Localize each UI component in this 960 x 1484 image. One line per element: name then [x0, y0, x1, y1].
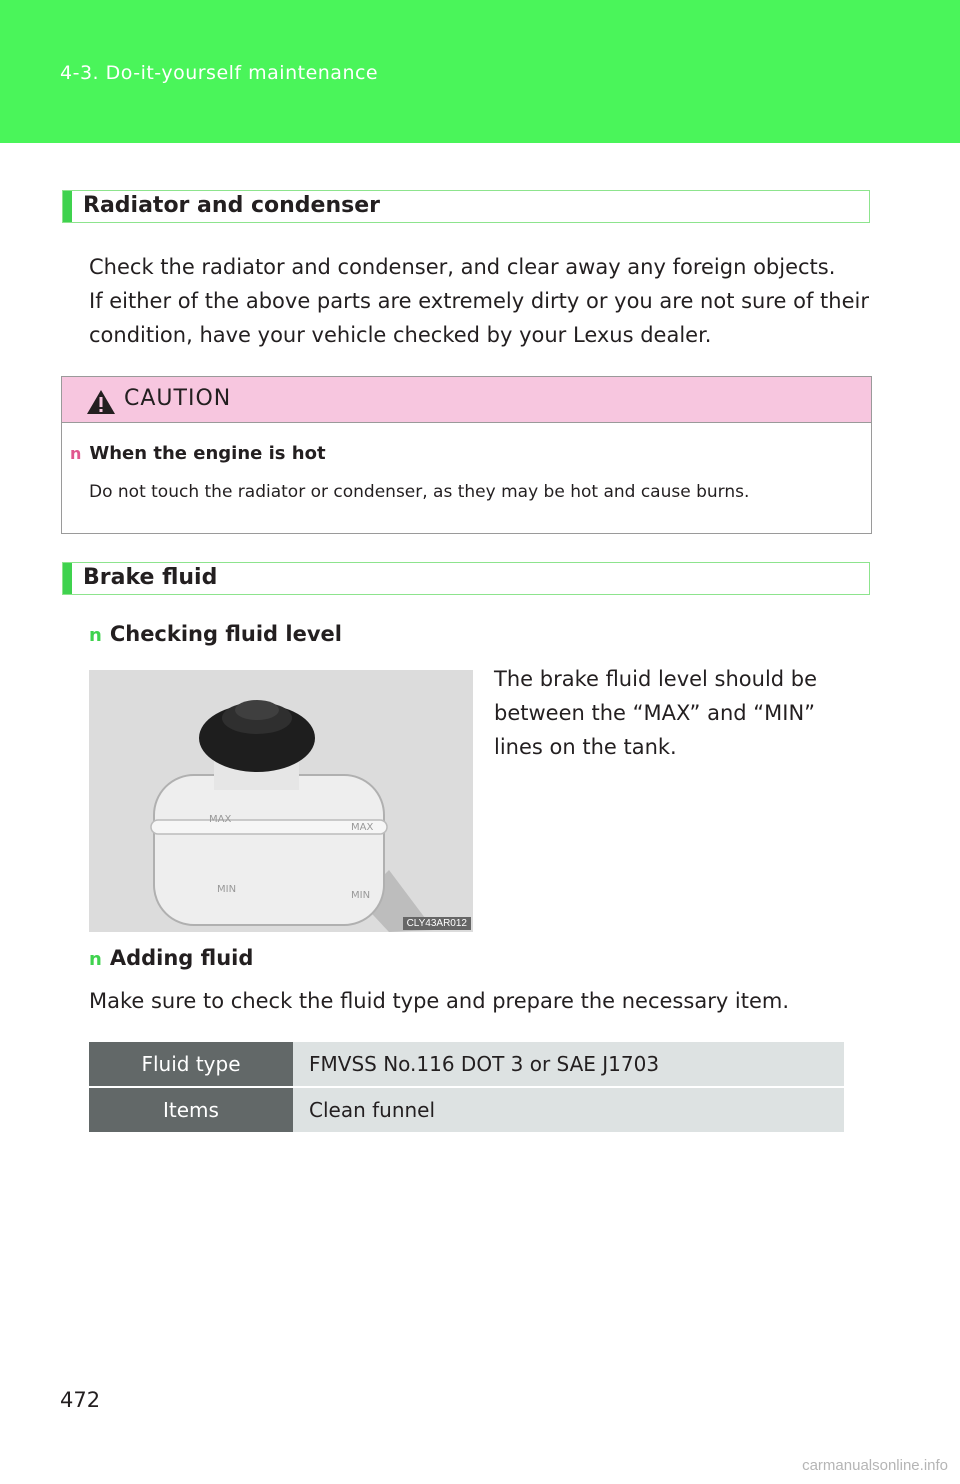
adding-fluid-text: Make sure to check the fluid type and prepare the necessary item.: [89, 989, 790, 1013]
fluid-spec-table: [89, 1042, 844, 1134]
table-value-cell: FMVSS No.116 DOT 3 or SAE J1703: [293, 1042, 844, 1087]
table-key-cell: Items: [89, 1087, 293, 1133]
warning-triangle-icon: [86, 389, 116, 415]
subheading-checking-fluid: [89, 622, 342, 646]
section-title-text: Brake fluid: [83, 565, 218, 590]
checking-line-3: lines on the tank.: [494, 735, 677, 759]
caution-label: CAUTION: [124, 386, 232, 411]
bullet-icon: n: [70, 444, 82, 463]
min-mark-side: MIN: [351, 890, 371, 901]
radiator-line-3: condition, have your vehicle checked by your Lexus dealer.: [89, 323, 712, 347]
bullet-icon: n: [89, 625, 102, 646]
page-header: [0, 0, 960, 143]
caution-item-title-text: When the engine is hot: [89, 443, 326, 464]
caution-box: [61, 376, 872, 534]
bullet-icon: n: [89, 949, 102, 970]
section-title-text: Radiator and condenser: [83, 193, 380, 218]
reservoir-illustration: [89, 670, 473, 932]
min-mark: MIN: [217, 884, 237, 895]
section-title-radiator: [62, 190, 870, 223]
subheading-text: Adding fluid: [109, 946, 254, 970]
checking-fluid-description: [494, 662, 864, 764]
table-row: [89, 1087, 844, 1133]
caution-header: [62, 377, 871, 423]
section-title-accent: [63, 191, 72, 222]
max-mark-side: MAX: [351, 822, 374, 833]
table-key-cell: Fluid type: [89, 1042, 293, 1087]
table-value-cell: Clean funnel: [293, 1087, 844, 1133]
section-title-accent: [63, 563, 72, 594]
section-breadcrumb: 4-3. Do-it-yourself maintenance: [60, 62, 379, 84]
section-title-brake-fluid: [62, 562, 870, 595]
radiator-line-1: Check the radiator and condenser, and clear away any foreign objects.: [89, 255, 836, 279]
page-number: 472: [60, 1388, 101, 1412]
watermark: carmanualsonline.info: [802, 1457, 948, 1474]
caution-item-title: [70, 443, 326, 464]
checking-line-2: between the “MAX” and “MIN”: [494, 701, 816, 725]
radiator-line-2: If either of the above parts are extremely dirty or you are not sure of their: [89, 289, 869, 313]
max-mark: MAX: [209, 814, 232, 825]
caution-item-text: Do not touch the radiator or condenser, as they may be hot and cause burns.: [89, 482, 750, 502]
subheading-text: Checking fluid level: [109, 622, 342, 646]
checking-line-1: The brake fluid level should be: [494, 667, 818, 691]
subheading-adding-fluid: [89, 946, 253, 970]
table-row: [89, 1042, 844, 1087]
figure-code: CLY43AR012: [403, 917, 471, 930]
brake-fluid-reservoir-figure: [89, 670, 473, 932]
